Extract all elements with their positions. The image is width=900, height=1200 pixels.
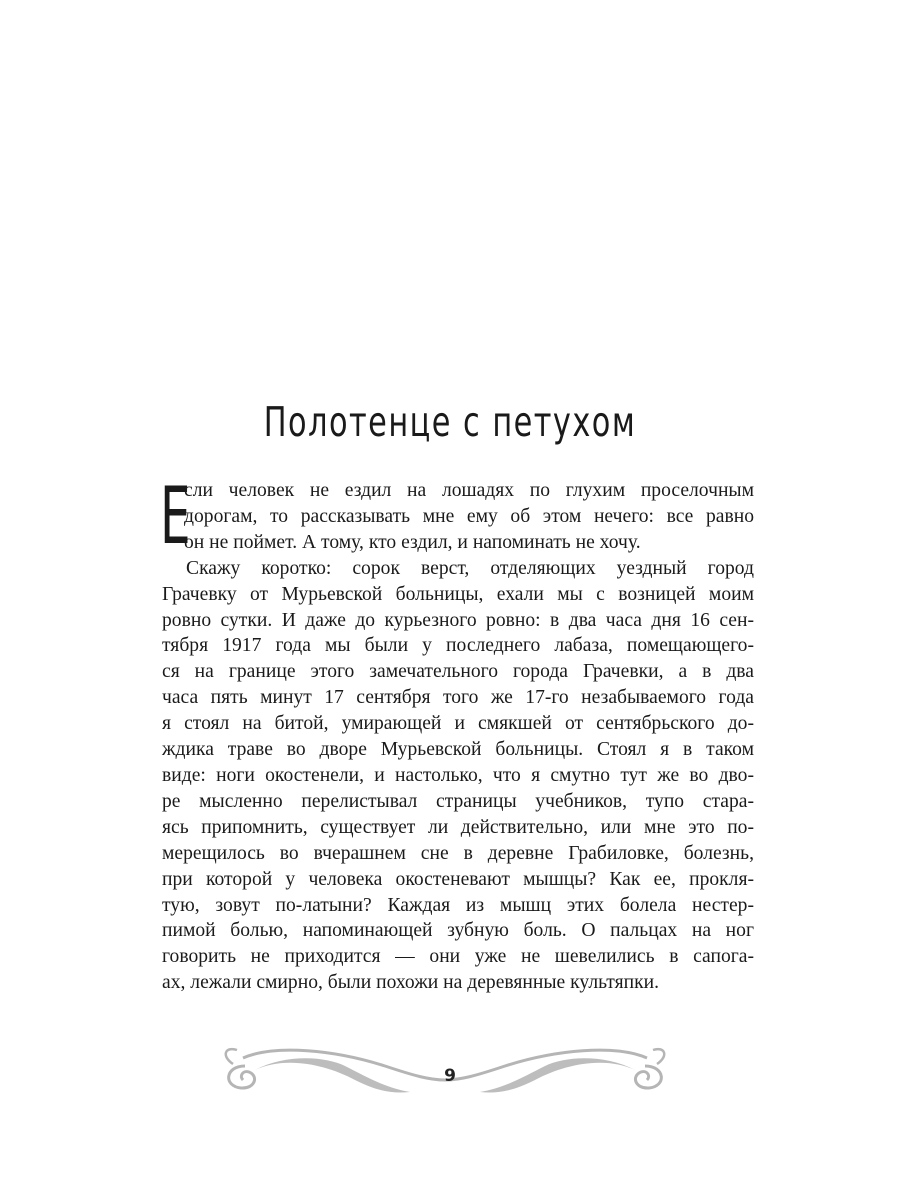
text-line: мерещилось во вчерашнем сне в деревне Грабиловке, болезнь,	[162, 842, 754, 864]
text-line: тября 1917 года мы были у последнего лабаза, помещающего-	[162, 635, 754, 657]
text-line: ровно сутки. И даже до курьезного ровно: в два часа дня 16 сен-	[162, 609, 754, 631]
text-line: виде: ноги окостенели, и настолько, что я смутно тут же во дво-	[162, 764, 754, 786]
page-number: 9	[444, 1066, 456, 1086]
text-line: ясь припомнить, существует ли действительно, или мне это по-	[162, 816, 754, 838]
text-line: сли человек не ездил на лошадях по глухим проселочным	[184, 480, 754, 501]
opening-paragraph	[160, 472, 754, 562]
text-line: Скажу коротко: сорок верст, отделяющих уездный город	[186, 557, 754, 579]
text-line: он не поймет. А тому, кто ездил, и напоминать не хочу.	[184, 531, 641, 553]
text-line: Грачевку от Мурьевской больницы, ехали мы с возницей моим	[162, 583, 754, 605]
text-line: ре мысленно перелистывал страницы учебников, тупо стара-	[162, 790, 754, 812]
drop-cap-letter: Е	[160, 472, 191, 562]
text-line: ах, лежали смирно, были похожи на деревянные культяпки.	[162, 972, 659, 994]
text-line: ся на границе этого замечательного города Грачевки, а в два	[162, 661, 754, 683]
text-line: я стоял на битой, умирающей и смякшей от сентябрьского до-	[162, 713, 754, 735]
second-paragraph	[162, 556, 754, 996]
text-line: часа пять минут 17 сентября того же 17-го незабываемого года	[162, 687, 754, 709]
text-line: ждика траве во дворе Мурьевской больницы. Стоял я в таком	[162, 739, 754, 761]
chapter-title: Полотенце с петухом	[263, 398, 637, 446]
text-line: при которой у человека окостеневают мышцы? Как ее, прокля-	[162, 868, 754, 890]
chapter-body	[160, 472, 754, 996]
text-line: говорить не приходится — они уже не шевелились в сапога-	[162, 946, 754, 968]
text-line: пимой болью, напоминающей зубную боль. О пальцах на ног	[162, 920, 754, 942]
text-line: дорогам, то рассказывать мне ему об этом нечего: все равно	[184, 505, 754, 527]
text-line: тую, зовут по-латыни? Каждая из мышц этих болела нестер-	[162, 894, 754, 916]
